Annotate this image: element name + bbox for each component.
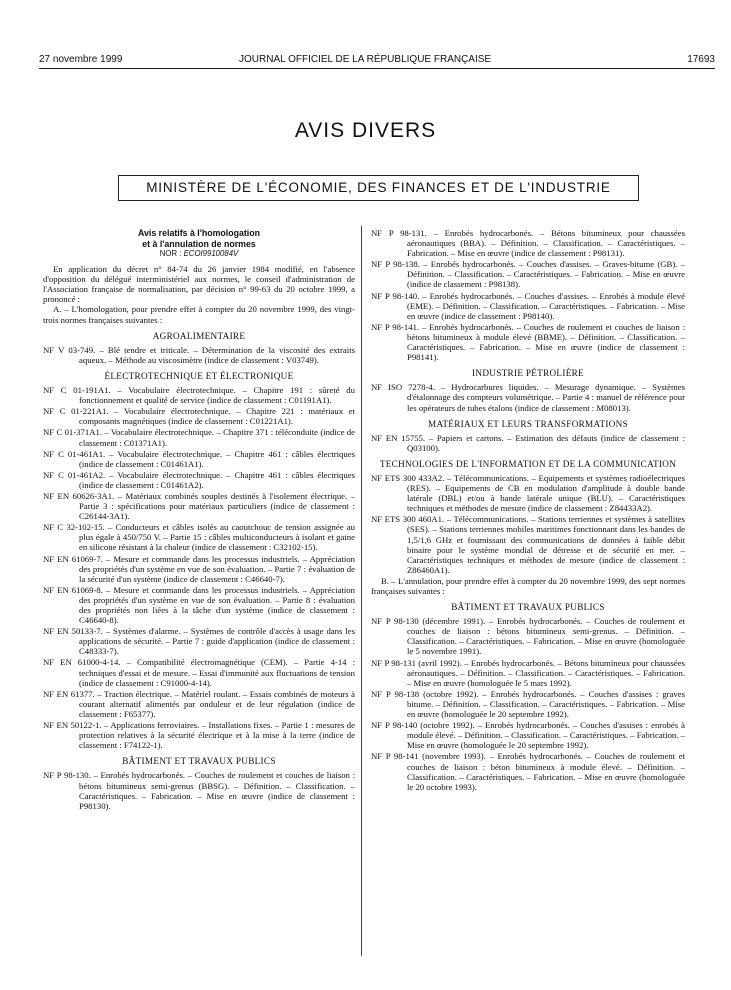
standard-entry: NF V 03-749. – Blé tendre et triticale. – Détermination de la viscosité des extraits aqueux. – Méthode au viscosimètre (indice de classement : V03749). bbox=[43, 344, 355, 365]
nor-value: ECOI9910084V bbox=[183, 249, 239, 258]
standard-entry: NF P 98-141 (novembre 1993). – Enrobés hydrocarbonés. – Couches de roulement et couches de liaison : béton bitumineux à module élevé. – Définition. – Classification. – Caractéristiques. – Fabrication. – Mise en œuvre (homologuée le 20 octobre 1993). bbox=[371, 751, 685, 792]
standard-entry: NF ETS 300 433A2. – Télécommunications. – Equipements et systèmes radioélectriques (RES). – Equipements de CB en modulation d'amplitude à double bande latérale (DBL) et/ou à bande latérale unique (BLU). – Caractéristiques techniques et méthodes de mesure (indice de classement : Z84433A2). bbox=[371, 472, 685, 514]
header-journal-title: JOURNAL OFFICIEL DE LA RÉPUBLIQUE FRANÇAISE bbox=[239, 54, 492, 65]
header-page-number: 17693 bbox=[687, 54, 715, 65]
standard-entry: NF EN 50133-7. – Systèmes d'alarme. – Systèmes de contrôle d'accès à usage dans les applications de sécurité. – Partie 7 : guide d'application (indice de classement : C48333-7). bbox=[43, 626, 355, 657]
standard-entry: NF C 01-461A1. – Vocabulaire électrotechnique. – Chapitre 461 : câbles électriques (indice de classement : C01461A1). bbox=[43, 448, 355, 469]
header-date: 27 novembre 1999 bbox=[39, 54, 123, 65]
section-heading: INDUSTRIE PÉTROLIÈRE bbox=[472, 368, 584, 379]
section-heading: TECHNOLOGIES DE L'INFORMATION ET DE LA COMMUNICATION bbox=[379, 458, 677, 469]
page-header bbox=[39, 54, 715, 68]
standard-entry: NF P 98-138. – Enrobés hydrocarbonés. – Couches d'assises. – Graves-bitume (GB). – Définition. – Classification. – Caractéristiques. – Fabrication. – Mise en œuvre (indice de classement : P98138). bbox=[371, 259, 685, 290]
standard-entry: NF C 01-371A1. – Vocabulaire électrotechnique. – Chapitre 371 : téléconduite (indice de classement : C01371A1). bbox=[43, 427, 355, 448]
standard-entry: NF P 98-130. – Enrobés hydrocarbonés. – Couches de roulement et couches de liaison : bétons bitumineux semi-grenus (BBSG). – Définition. – Classification. – Caractéristiques. – Fabrication. – Mise en œuvre (indice de classement : P98130). bbox=[43, 770, 355, 811]
standard-entry: NF C 01-461A2. – Vocabulaire électrotechnique. – Chapitre 461 : câbles électriques (indice de classement : C01461A2). bbox=[43, 469, 355, 490]
ministry-name: MINISTÈRE DE L'ÉCONOMIE, DES FINANCES ET DE L'INDUSTRIE bbox=[146, 180, 611, 195]
standard-entry: NF P 98-140 (octobre 1992). – Enrobés hydrocarbonés. – Couches d'assises : enrobés à module élevé. – Définition. – Classification. – Caractéristiques. – Fabrication. – Mise en œuvre (homologuée le 20 septembre 1992). bbox=[371, 720, 685, 751]
standard-entry: NF EN 50122-1. – Applications ferroviaires. – Installations fixes. – Partie 1 : mesures de protection relatives à la sécurité électrique et à la mise à la terre (indice de classement : F74122-1). bbox=[43, 720, 355, 751]
nor-reference bbox=[43, 249, 355, 259]
header-rule bbox=[39, 68, 715, 69]
notice-title-line2: et à l'annulation de normes bbox=[142, 238, 256, 249]
section-heading: BÂTIMENT ET TRAVAUX PUBLICS bbox=[122, 756, 276, 767]
notice-para-b: B. – L'annulation, pour prendre effet à compter du 20 novembre 1999, des sept normes françaises suivantes : bbox=[371, 575, 685, 596]
notice-title bbox=[43, 228, 355, 249]
column-divider bbox=[361, 226, 362, 956]
standard-entry: NF EN 61377. – Traction électrique. – Matériel roulant. – Essais combinés de moteurs à courant alternatif alimentés par onduleur et de leur régulation (indice de classement : F65377). bbox=[43, 688, 355, 719]
standard-entry: NF P 98-131. – Enrobés hydrocarbonés. – Bétons bitumineux pour chaussées aéronautiques (BBA). – Définition. – Classification. – Caractéristiques. – Fabrication. – Mise en œuvre (indice de classement : P98131). bbox=[371, 228, 685, 259]
standard-entry: NF C 32-102-15. – Conducteurs et câbles isolés au caoutchouc de tension assignée au plus égale à 450/750 V. – Partie 15 : câbles multiconducteurs à isolant et gaine en silicone résistant à la chaleur (indice de classement : C32102-15). bbox=[43, 522, 355, 553]
standard-entry: NF ETS 300 460A1. – Télécommunications. – Stations terriennes et systèmes à satellites (SES). – Stations terriennes mobiles maritimes fonctionnant dans les bandes de 1,5/1,6 GHz et fournissant des communications de données à faible débit binaire pour le système mondial de détresse et de sécurité en mer. – Caractéristiques techniques et méthodes de mesure (indice de classement : Z86460A1). bbox=[371, 514, 685, 575]
standard-entry: NF P 98-140. – Enrobés hydrocarbonés. – Couches d'assises. – Enrobés à module élevé (EME). – Définition. – Classification. – Caractéristiques. – Fabrication. – Mise en œuvre (indice de classement : P98140). bbox=[371, 290, 685, 321]
section-heading: AGROALIMENTAIRE bbox=[152, 330, 246, 341]
standard-entry: NF P 98-130 (décembre 1991). – Enrobés hydrocarbonés. – Couches de roulement et couches de liaison : bétons bitumineux semi-grenus. – Définition. – Classification. – Caractéristiques. – Fabrication. – Mise en œuvre (homologuée le 5 novembre 1991). bbox=[371, 616, 685, 657]
standard-entry: NF EN 61069-7. – Mesure et commande dans les processus industriels. – Appréciation des propriétés d'un système en vue de son évaluation. – Partie 7 : évaluation de la sécurité d'un système (indice de classement : C46640-7). bbox=[43, 553, 355, 584]
standard-entry: NF EN 61000-4-14. – Compatibilité électromagnétique (CEM). – Partie 4-14 : techniques d'essai et de mesure. – Essai d'immunité aux fluctuations de tension (indice de classement : C91000-4-14). bbox=[43, 657, 355, 688]
notice-intro: En application du décret n° 84-74 du 26 janvier 1984 modifié, en l'absence d'opposition du délégué interministériel aux normes, le conseil d'administration de l'Association française de normalisation, par décision n° 99-63 du 20 octobre 1999, a prononcé : bbox=[43, 264, 355, 305]
right-column bbox=[371, 228, 685, 793]
right-sections bbox=[371, 228, 685, 575]
page-title: AVIS DIVERS bbox=[294, 119, 437, 142]
standard-entry: NF P 98-138 (octobre 1992). – Enrobés hydrocarbonés. – Couches d'assises : graves bitume. – Définition. – Classification. – Caractéristiques. – Fabrication. – Mise en œuvre (homologuée le 20 septembre 1992). bbox=[371, 688, 685, 720]
ministry-banner bbox=[118, 175, 639, 201]
standard-entry: NF C 01-191A1. – Vocabulaire électrotechnique. – Chapitre 191 : sûreté du fonctionnement et qualité de service (indice de classement : C01191A1). bbox=[43, 385, 355, 406]
notice-title-line1: Avis relatifs à l'homologation bbox=[137, 228, 260, 238]
standard-entry: NF P 98-131 (avril 1992). – Enrobés hydrocarbonés. – Bétons bitumineux pour chaussées aéronautiques. – Définition. – Classification. – Caractéristiques. – Fabrication. – Mise en œuvre (homologuée le 5 mars 1992). bbox=[371, 657, 685, 688]
section-heading: MATÉRIAUX ET LEURS TRANSFORMATIONS bbox=[427, 418, 628, 429]
nor-label: NOR : bbox=[159, 249, 182, 258]
standard-entry: NF EN 15755. – Papiers et cartons. – Estimation des défauts (indice de classement : Q03100). bbox=[371, 432, 685, 453]
standard-entry: NF C 01-221A1. – Vocabulaire électrotechnique. – Chapitre 221 : matériaux et composants magnétiques (indice de classement : C01221A1). bbox=[43, 406, 355, 427]
standard-entry: NF EN 61069-8. – Mesure et commande dans les processus industriels. – Appréciation des propriétés d'un système en vue de son évaluation. – Partie 8 : évaluation des propriétés non liées à la tâche d'un système (indice de classement : C46640-8). bbox=[43, 584, 355, 626]
left-column bbox=[43, 228, 355, 812]
section-heading: BÂTIMENT ET TRAVAUX PUBLICS bbox=[451, 602, 605, 613]
b-sections bbox=[371, 602, 685, 792]
left-sections bbox=[43, 331, 355, 811]
standard-entry: NF EN 60626-3A1. – Matériaux combinés souples destinés à l'isolement électrique. – Partie 3 : spécifications pour matériaux particuliers (indice de classement : C26144-3A1). bbox=[43, 490, 355, 522]
standard-entry: NF P 98-141. – Enrobés hydrocarbonés. – Couches de roulement et couches de liaison : bétons bitumineux à module élevé (BBME). – Définition. – Classification. – Caractéristiques. – Fabrication. – Mise en œuvre (indice de classement : P98141). bbox=[371, 321, 685, 363]
standard-entry: NF ISO 7278-4. – Hydrocarbures liquides. – Mesurage dynamique. – Systèmes d'étalonnage des compteurs volumétrique. – Partie 4 : manuel de référence pour les opérateurs de tubes étalons (indice de classement : M08013). bbox=[371, 382, 685, 413]
section-heading: ÉLECTROTECHNIQUE ET ÉLECTRONIQUE bbox=[104, 370, 294, 381]
notice-para-a: A. – L'homologation, pour prendre effet à compter du 20 novembre 1999, des vingt-trois normes françaises suivantes : bbox=[43, 304, 355, 325]
